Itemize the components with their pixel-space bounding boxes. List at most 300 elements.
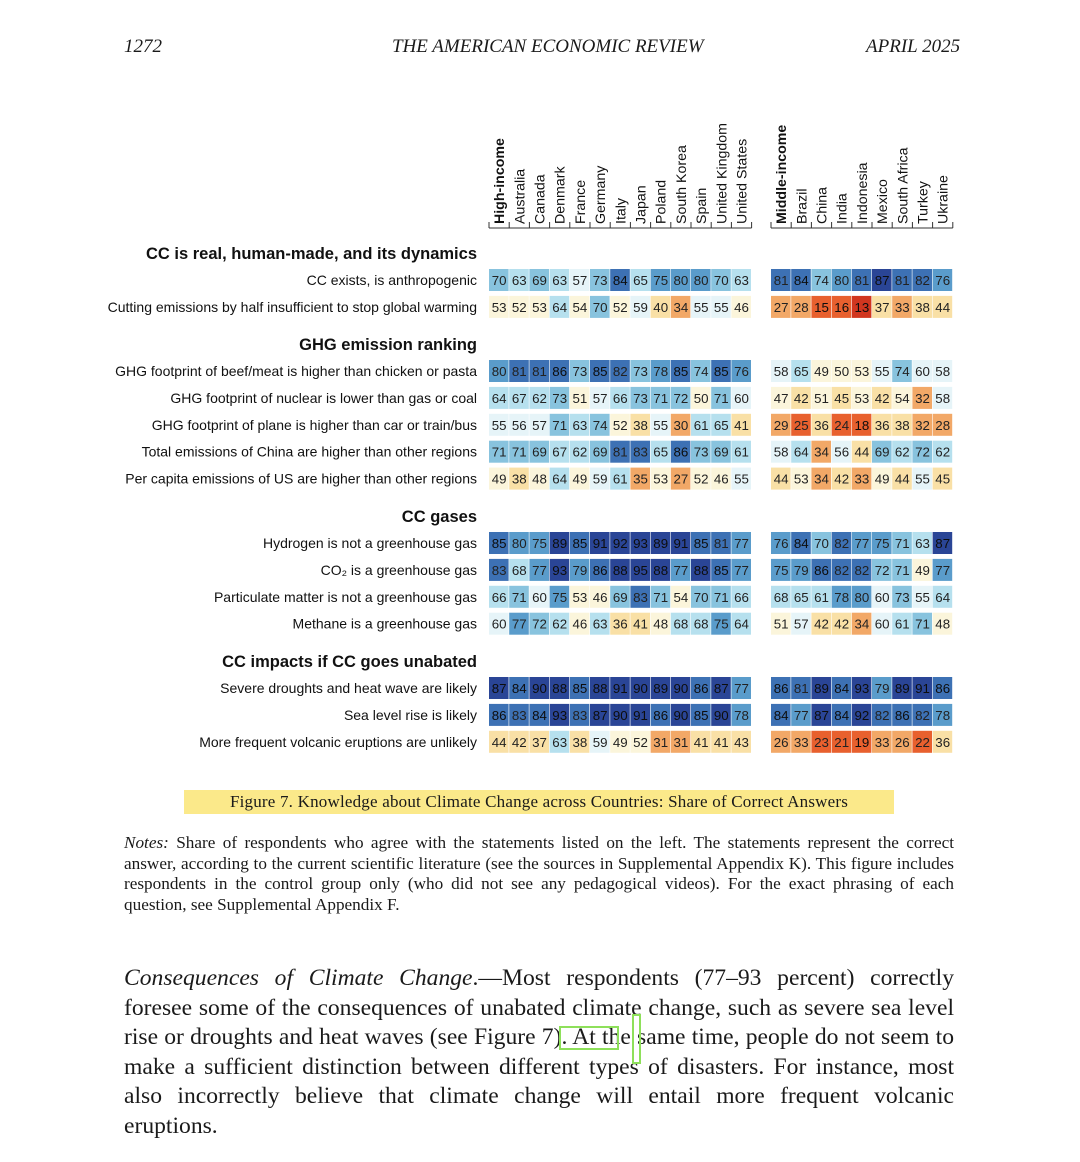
high-cell-value: 75 — [552, 589, 568, 605]
middle-cell-value: 33 — [894, 299, 910, 315]
high-cell-value: 36 — [612, 616, 628, 632]
high-cell-value: 63 — [552, 734, 568, 750]
high-cell-value: 48 — [532, 471, 547, 487]
body-text-1: Most respondents (77–93 percent) correctly foresee some of the consequences of unabated climate change, such as severe sea level rise or droughts and heat waves (see — [124, 965, 954, 1050]
middle-cell-value: 50 — [834, 364, 850, 379]
middle-cell-value: 78 — [834, 589, 850, 605]
high-cell-value: 52 — [612, 299, 628, 315]
middle-cell-value: 78 — [935, 707, 951, 723]
high-income-header-9: South Korea — [673, 145, 690, 224]
middle-cell-value: 84 — [773, 707, 789, 723]
high-cell-value: 68 — [693, 616, 709, 632]
middle-cell-value: 56 — [834, 444, 850, 460]
high-cell-value: 35 — [633, 471, 648, 487]
middle-cell-value: 82 — [834, 562, 850, 578]
middle-cell-value: 42 — [793, 390, 809, 406]
high-cell-value: 88 — [693, 562, 709, 578]
high-cell-value: 85 — [713, 364, 729, 379]
middle-cell-value: 92 — [854, 707, 870, 723]
middle-cell-value: 48 — [935, 616, 951, 632]
high-cell-value: 90 — [673, 707, 689, 723]
high-cell-value: 61 — [693, 417, 709, 433]
high-cell-value: 75 — [532, 536, 547, 551]
high-cell-value: 80 — [673, 273, 689, 288]
middle-cell-value: 21 — [834, 734, 850, 750]
high-cell-value: 81 — [713, 536, 729, 551]
section-heading-0: CC is real, human-made, and its dynamics — [145, 245, 477, 263]
figure-caption-text: Figure 7. Knowledge about Climate Change across Countries: Share of Correct Answers — [229, 792, 849, 811]
middle-cell-value: 60 — [874, 616, 890, 632]
middle-cell-value: 86 — [935, 681, 951, 696]
high-cell-value: 54 — [673, 589, 689, 605]
figure-notes — [124, 833, 954, 915]
high-cell-value: 85 — [491, 536, 507, 551]
high-income-header-1: Australia — [512, 168, 529, 224]
middle-cell-value: 71 — [894, 562, 910, 578]
high-cell-value: 83 — [633, 589, 648, 605]
high-cell-value: 64 — [552, 299, 568, 315]
high-cell-value: 46 — [734, 299, 749, 315]
high-cell-value: 59 — [592, 471, 608, 487]
high-cell-value: 84 — [511, 681, 527, 696]
middle-cell-value: 84 — [834, 681, 850, 696]
high-cell-value: 77 — [673, 562, 689, 578]
middle-cell-value: 65 — [793, 589, 809, 605]
high-cell-value: 89 — [653, 681, 669, 696]
middle-cell-value: 36 — [814, 417, 829, 433]
high-cell-value: 92 — [612, 536, 628, 551]
middle-cell-value: 53 — [854, 390, 870, 406]
high-cell-value: 70 — [713, 273, 729, 288]
high-cell-value: 73 — [633, 364, 648, 379]
high-cell-value: 93 — [552, 707, 568, 723]
middle-cell-value: 18 — [854, 417, 870, 433]
high-income-header-2: Canada — [532, 174, 549, 224]
high-cell-value: 73 — [572, 364, 588, 379]
middle-cell-value: 81 — [773, 273, 789, 288]
high-cell-value: 90 — [673, 681, 689, 696]
middle-cell-value: 58 — [935, 390, 951, 406]
high-cell-value: 91 — [612, 681, 628, 696]
middle-cell-value: 45 — [935, 471, 951, 487]
high-cell-value: 68 — [511, 562, 527, 578]
high-cell-value: 55 — [734, 471, 749, 487]
high-cell-value: 42 — [511, 734, 527, 750]
high-cell-value: 59 — [633, 299, 648, 315]
high-cell-value: 63 — [572, 417, 588, 433]
middle-cell-value: 37 — [874, 299, 890, 315]
middle-cell-value: 72 — [874, 562, 890, 578]
high-cell-value: 78 — [653, 364, 669, 379]
high-income-header-12: United States — [734, 138, 751, 224]
high-cell-value: 95 — [633, 562, 648, 578]
high-cell-value: 69 — [532, 444, 547, 460]
high-cell-value: 71 — [653, 589, 669, 605]
high-cell-value: 31 — [673, 734, 689, 750]
middle-cell-value: 15 — [814, 299, 829, 315]
high-cell-value: 63 — [592, 616, 608, 632]
row-label: CO₂ is a greenhouse gas — [320, 561, 477, 578]
high-cell-value: 64 — [734, 616, 749, 632]
high-cell-value: 71 — [653, 390, 669, 406]
high-cell-value: 65 — [713, 417, 729, 433]
middle-cell-value: 80 — [854, 589, 870, 605]
high-cell-value: 69 — [612, 589, 628, 605]
middle-cell-value: 84 — [793, 536, 809, 551]
high-cell-value: 91 — [673, 536, 689, 551]
high-cell-value: 88 — [592, 681, 608, 696]
figure-link-word[interactable]: Figure — [473, 1024, 536, 1050]
high-cell-value: 52 — [511, 299, 527, 315]
row-label: GHG footprint of plane is higher than car or train/bus — [151, 416, 477, 433]
high-cell-value: 90 — [633, 681, 648, 696]
middle-cell-value: 62 — [894, 444, 910, 460]
middle-cell-value: 32 — [915, 417, 930, 433]
row-label: Per capita emissions of US are higher than other regions — [125, 470, 477, 487]
high-cell-value: 71 — [713, 390, 729, 406]
high-cell-value: 83 — [633, 444, 648, 460]
row-label: GHG footprint of beef/meat is higher than chicken or pasta — [115, 363, 477, 379]
high-cell-value: 85 — [693, 536, 709, 551]
high-income-header-7: Japan — [633, 185, 650, 224]
middle-cell-value: 79 — [793, 562, 809, 578]
high-cell-value: 64 — [552, 471, 568, 487]
middle-cell-value: 61 — [814, 589, 829, 605]
middle-cell-value: 29 — [773, 417, 789, 433]
high-cell-value: 46 — [572, 616, 588, 632]
high-cell-value: 87 — [592, 707, 608, 723]
high-cell-value: 57 — [592, 390, 608, 406]
middle-income-header-4: Indonesia — [854, 162, 871, 224]
middle-cell-value: 84 — [793, 273, 809, 288]
middle-cell-value: 26 — [773, 734, 789, 750]
middle-cell-value: 34 — [854, 616, 870, 632]
middle-cell-value: 19 — [854, 734, 870, 750]
high-cell-value: 41 — [734, 417, 749, 433]
high-cell-value: 77 — [734, 681, 749, 696]
high-cell-value: 84 — [532, 707, 547, 723]
middle-cell-value: 64 — [935, 589, 951, 605]
middle-cell-value: 82 — [874, 707, 890, 723]
high-cell-value: 93 — [552, 562, 568, 578]
high-cell-value: 49 — [491, 471, 507, 487]
middle-cell-value: 82 — [854, 562, 870, 578]
high-cell-value: 60 — [532, 589, 547, 605]
high-cell-value: 81 — [511, 364, 527, 379]
high-cell-value: 55 — [693, 299, 709, 315]
high-cell-value: 49 — [612, 734, 628, 750]
high-cell-value: 73 — [693, 444, 709, 460]
middle-cell-value: 73 — [894, 589, 910, 605]
middle-cell-value: 71 — [894, 536, 910, 551]
high-income-header-4: France — [572, 179, 589, 224]
middle-cell-value: 55 — [915, 471, 930, 487]
high-cell-value: 66 — [734, 589, 749, 605]
high-cell-value: 64 — [491, 390, 507, 406]
high-cell-value: 87 — [491, 681, 507, 696]
high-cell-value: 52 — [633, 734, 648, 750]
middle-cell-value: 72 — [915, 444, 930, 460]
high-cell-value: 54 — [572, 299, 588, 315]
middle-cell-value: 65 — [793, 364, 809, 379]
high-cell-value: 74 — [693, 364, 709, 379]
middle-income-header-6: South Africa — [895, 147, 912, 224]
high-cell-value: 52 — [693, 471, 709, 487]
high-cell-value: 55 — [713, 299, 729, 315]
high-cell-value: 72 — [673, 390, 689, 406]
middle-cell-value: 76 — [773, 536, 789, 551]
high-income-header-5: Germany — [593, 165, 610, 224]
high-cell-value: 52 — [612, 417, 628, 433]
high-cell-value: 88 — [612, 562, 628, 578]
middle-cell-value: 58 — [935, 364, 951, 379]
middle-cell-value: 49 — [874, 471, 890, 487]
middle-cell-value: 71 — [915, 616, 930, 632]
high-cell-value: 80 — [491, 364, 507, 379]
high-cell-value: 91 — [633, 707, 648, 723]
high-cell-value: 86 — [592, 562, 608, 578]
high-cell-value: 81 — [612, 444, 628, 460]
high-cell-value: 65 — [633, 273, 648, 288]
middle-cell-value: 49 — [814, 364, 829, 379]
high-cell-value: 56 — [511, 417, 527, 433]
middle-cell-value: 44 — [773, 471, 789, 487]
high-cell-value: 77 — [734, 562, 749, 578]
high-cell-value: 27 — [673, 471, 689, 487]
high-cell-value: 31 — [653, 734, 669, 750]
high-cell-value: 81 — [532, 364, 547, 379]
middle-cell-value: 32 — [915, 390, 930, 406]
high-cell-value: 83 — [491, 562, 507, 578]
middle-cell-value: 82 — [834, 536, 850, 551]
high-cell-value: 62 — [572, 444, 588, 460]
middle-income-header-0: Middle-income — [774, 124, 791, 224]
middle-cell-value: 42 — [834, 471, 850, 487]
high-cell-value: 50 — [693, 390, 709, 406]
high-cell-value: 90 — [612, 707, 628, 723]
section-heading-2: CC gases — [401, 508, 477, 526]
middle-cell-value: 54 — [894, 390, 910, 406]
high-cell-value: 75 — [713, 616, 729, 632]
high-cell-value: 86 — [693, 681, 709, 696]
middle-cell-value: 42 — [814, 616, 829, 632]
high-cell-value: 71 — [491, 444, 507, 460]
middle-cell-value: 87 — [935, 536, 951, 551]
middle-cell-value: 82 — [915, 273, 930, 288]
high-cell-value: 85 — [673, 364, 689, 379]
high-cell-value: 77 — [532, 562, 547, 578]
notes-label: Notes: — [124, 833, 169, 852]
high-cell-value: 40 — [653, 299, 669, 315]
middle-cell-value: 84 — [834, 707, 850, 723]
middle-cell-value: 24 — [834, 417, 850, 433]
high-cell-value: 88 — [653, 562, 669, 578]
high-cell-value: 63 — [734, 273, 749, 288]
high-cell-value: 57 — [532, 417, 547, 433]
middle-cell-value: 63 — [915, 536, 930, 551]
high-cell-value: 80 — [511, 536, 527, 551]
high-cell-value: 93 — [633, 536, 648, 551]
high-cell-value: 67 — [511, 390, 527, 406]
row-label: Total emissions of China are higher than other regions — [141, 443, 477, 460]
middle-cell-value: 44 — [894, 471, 910, 487]
middle-cell-value: 55 — [915, 589, 930, 605]
high-cell-value: 80 — [693, 273, 709, 288]
high-cell-value: 69 — [713, 444, 729, 460]
middle-cell-value: 49 — [915, 562, 930, 578]
high-cell-value: 73 — [552, 390, 568, 406]
middle-cell-value: 28 — [793, 299, 809, 315]
high-cell-value: 86 — [491, 707, 507, 723]
middle-cell-value: 16 — [834, 299, 850, 315]
high-cell-value: 48 — [653, 616, 669, 632]
high-cell-value: 46 — [713, 471, 729, 487]
row-label: Particulate matter is not a greenhouse gas — [213, 588, 477, 605]
middle-cell-value: 76 — [935, 273, 951, 288]
middle-cell-value: 75 — [773, 562, 789, 578]
high-cell-value: 65 — [653, 444, 669, 460]
row-label: GHG footprint of nuclear is lower than gas or coal — [170, 389, 477, 406]
middle-cell-value: 60 — [874, 589, 890, 605]
high-cell-value: 53 — [653, 471, 669, 487]
high-cell-value: 74 — [592, 417, 608, 433]
middle-cell-value: 68 — [773, 589, 789, 605]
middle-cell-value: 86 — [814, 562, 829, 578]
high-cell-value: 38 — [511, 471, 527, 487]
high-cell-value: 70 — [491, 273, 507, 288]
middle-cell-value: 13 — [854, 299, 870, 315]
middle-cell-value: 53 — [793, 471, 809, 487]
high-cell-value: 69 — [592, 444, 608, 460]
middle-cell-value: 28 — [935, 417, 951, 433]
high-cell-value: 88 — [552, 681, 568, 696]
middle-cell-value: 42 — [874, 390, 890, 406]
middle-cell-value: 53 — [854, 364, 870, 379]
body-text-2: ). At the same time, people do not seem to make a sufficient distinction between different types of disasters. For instance, most also incorrectly believe that climate change will entail more frequent volcanic eruptions. — [124, 1024, 954, 1139]
high-cell-value: 85 — [693, 707, 709, 723]
high-cell-value: 90 — [713, 707, 729, 723]
middle-cell-value: 33 — [793, 734, 809, 750]
high-cell-value: 63 — [552, 273, 568, 288]
high-cell-value: 89 — [552, 536, 568, 551]
middle-cell-value: 58 — [773, 444, 789, 460]
high-cell-value: 70 — [693, 589, 709, 605]
middle-cell-value: 77 — [854, 536, 870, 551]
high-income-header-11: United Kingdom — [714, 123, 731, 224]
middle-cell-value: 77 — [793, 707, 809, 723]
high-cell-value: 73 — [633, 390, 648, 406]
high-cell-value: 60 — [491, 616, 507, 632]
middle-cell-value: 44 — [854, 444, 870, 460]
middle-cell-value: 93 — [854, 681, 870, 696]
middle-cell-value: 80 — [834, 273, 850, 288]
middle-cell-value: 81 — [894, 273, 910, 288]
high-cell-value: 55 — [491, 417, 507, 433]
high-cell-value: 46 — [592, 589, 608, 605]
high-cell-value: 71 — [511, 444, 527, 460]
middle-cell-value: 44 — [935, 299, 951, 315]
middle-income-header-3: India — [834, 193, 851, 224]
section-heading: Consequences of Climate Change — [124, 965, 473, 991]
middle-cell-value: 47 — [773, 390, 789, 406]
middle-cell-value: 74 — [894, 364, 910, 379]
high-cell-value: 71 — [713, 589, 729, 605]
high-cell-value: 60 — [734, 390, 749, 406]
middle-cell-value: 42 — [834, 616, 850, 632]
high-cell-value: 41 — [713, 734, 729, 750]
row-label: Cutting emissions by half insufficient to stop global warming — [107, 298, 477, 315]
high-cell-value: 89 — [653, 536, 669, 551]
high-income-header-8: Poland — [653, 179, 670, 224]
middle-cell-value: 62 — [935, 444, 951, 460]
middle-cell-value: 61 — [894, 616, 910, 632]
high-income-header-3: Denmark — [552, 166, 569, 224]
middle-cell-value: 34 — [814, 444, 829, 460]
middle-income-header-1: Brazil — [794, 188, 811, 224]
high-cell-value: 34 — [673, 299, 689, 315]
middle-cell-value: 75 — [874, 536, 890, 551]
notes-text: Share of respondents who agree with the statements listed on the left. The statements represent the correct answer, according to the current scientific literature (see the sources in Supplemental Appendix K). This figure includes respondents in the control group only (who did not see any pedagogical videos). For the exact phrasing of each question, see Supplemental Appendix F. — [124, 833, 954, 914]
high-income-header-6: Italy — [613, 197, 630, 224]
high-cell-value: 87 — [713, 681, 729, 696]
high-cell-value: 38 — [572, 734, 588, 750]
high-cell-value: 30 — [673, 417, 689, 433]
middle-cell-value: 36 — [935, 734, 951, 750]
high-cell-value: 63 — [511, 273, 527, 288]
section-heading-1: GHG emission ranking — [299, 336, 477, 354]
middle-cell-value: 79 — [874, 681, 890, 696]
middle-cell-value: 91 — [915, 681, 930, 696]
high-cell-value: 62 — [532, 390, 547, 406]
middle-income-header-7: Turkey — [915, 181, 932, 224]
middle-cell-value: 89 — [814, 681, 829, 696]
middle-cell-value: 38 — [915, 299, 930, 315]
middle-cell-value: 64 — [793, 444, 809, 460]
high-cell-value: 70 — [592, 299, 608, 315]
high-cell-value: 53 — [491, 299, 507, 315]
high-cell-value: 71 — [552, 417, 568, 433]
high-cell-value: 43 — [734, 734, 749, 750]
middle-cell-value: 26 — [894, 734, 910, 750]
journal-title: THE AMERICAN ECONOMIC REVIEW — [392, 36, 704, 57]
high-cell-value: 51 — [572, 390, 588, 406]
high-cell-value: 86 — [673, 444, 689, 460]
high-cell-value: 84 — [612, 273, 628, 288]
middle-cell-value: 69 — [874, 444, 890, 460]
high-cell-value: 75 — [653, 273, 669, 288]
row-label: Sea level rise is likely — [343, 706, 477, 723]
middle-cell-value: 25 — [793, 417, 809, 433]
high-cell-value: 49 — [572, 471, 588, 487]
middle-cell-value: 38 — [894, 417, 910, 433]
middle-cell-value: 86 — [773, 681, 789, 696]
high-cell-value: 71 — [511, 589, 527, 605]
body-paragraph — [124, 964, 954, 1141]
high-cell-value: 38 — [633, 417, 648, 433]
middle-cell-value: 57 — [793, 616, 809, 632]
middle-cell-value: 82 — [915, 707, 930, 723]
middle-cell-value: 51 — [773, 616, 789, 632]
middle-cell-value: 22 — [915, 734, 930, 750]
high-cell-value: 85 — [592, 364, 608, 379]
section-heading-3: CC impacts if CC goes unabated — [222, 653, 477, 671]
high-cell-value: 66 — [612, 390, 628, 406]
middle-cell-value: 86 — [894, 707, 910, 723]
figure-link-number[interactable]: 7 — [541, 1024, 554, 1050]
high-cell-value: 85 — [572, 536, 588, 551]
middle-cell-value: 36 — [874, 417, 890, 433]
high-cell-value: 86 — [552, 364, 568, 379]
